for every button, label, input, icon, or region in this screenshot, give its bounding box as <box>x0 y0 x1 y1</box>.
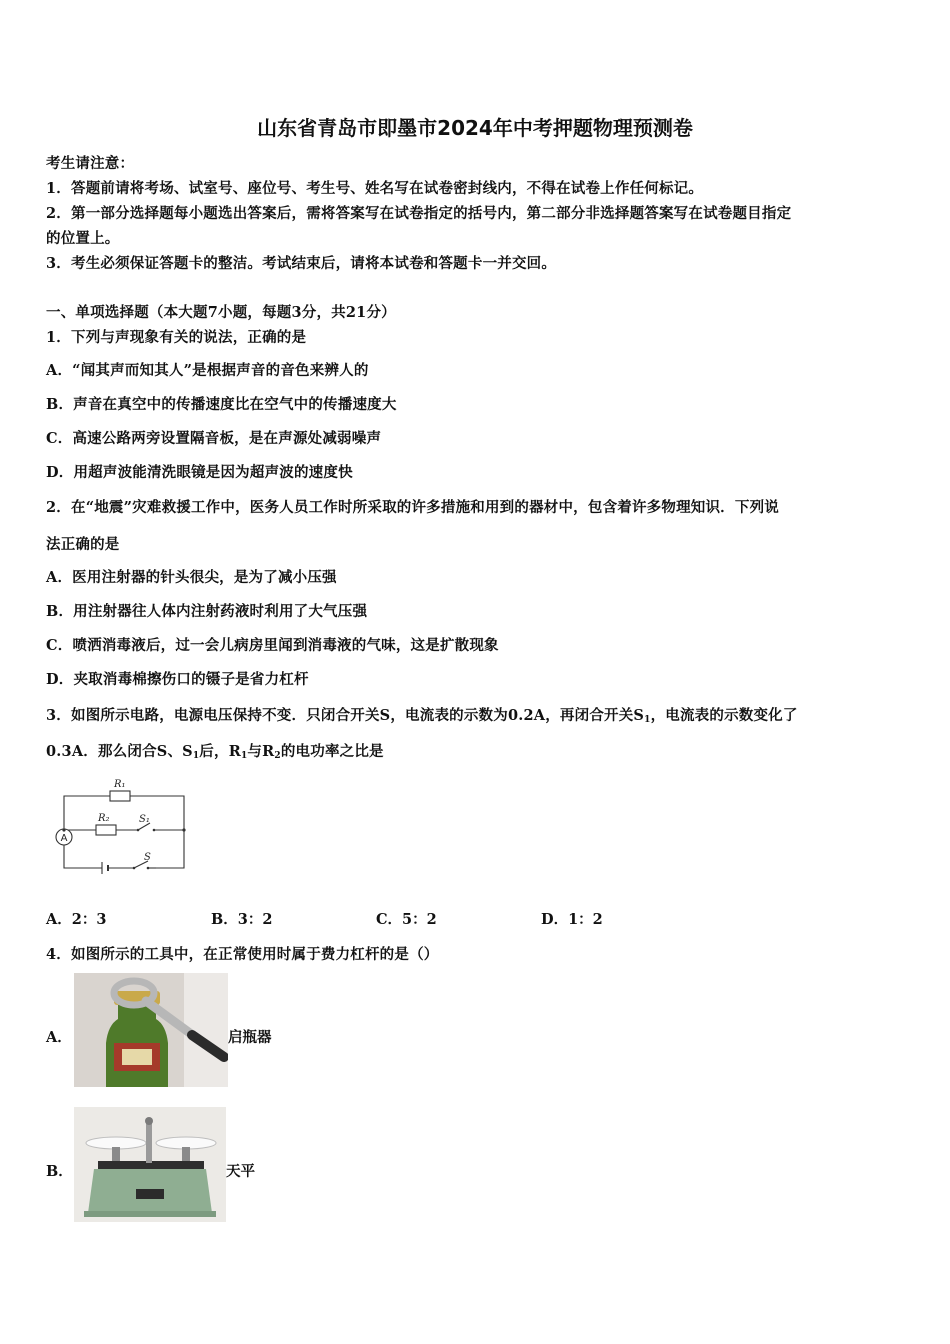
q2-option-c: C．喷洒消毒液后，过一会儿病房里闻到消毒液的气味，这是扩散现象 <box>46 637 499 654</box>
notice-item-1: 1．答题前请将考场、试室号、座位号、考生号、姓名写在试卷密封线内，不得在试卷上作任何标记。 <box>46 180 704 197</box>
q2-stem-line1: 2．在“地震”灾难救援工作中，医务人员工作时所采取的许多措施和用到的器材中，包含着许多物理知识．下列说 <box>46 499 779 516</box>
q2-option-a: A．医用注射器的针头很尖，是为了减小压强 <box>46 569 337 586</box>
q3-stem-line2: 0.3A．那么闭合S、S1后，R1与R2的电功率之比是 <box>46 743 384 761</box>
q3-circuit-diagram <box>46 772 196 882</box>
q1-option-d: D．用超声波能清洗眼镜是因为超声波的速度快 <box>46 464 353 481</box>
notice-item-3: 3．考生必须保证答题卡的整洁。考试结束后，请将本试卷和答题卡一并交回。 <box>46 255 557 272</box>
q3-option-d: D．1：2 <box>541 911 603 928</box>
s1-label: S₁ <box>139 814 150 825</box>
q1-stem: 1．下列与声现象有关的说法，正确的是 <box>46 329 307 346</box>
q3-option-a: A．2：3 <box>46 911 107 928</box>
notice-item-2: 2．第一部分选择题每小题选出答案后，需将答案写在试卷指定的括号内，第二部分非选择题答案写在试卷题目指定 <box>46 205 792 222</box>
q3-option-c: C．5：2 <box>376 911 437 928</box>
ammeter-label: A <box>60 833 68 844</box>
notice-item-2-cont: 的位置上。 <box>46 230 120 247</box>
q4-option-a-label: 启瓶器 <box>228 1029 272 1046</box>
q2-stem-line2: 法正确的是 <box>46 536 120 553</box>
q1-option-c: C．高速公路两旁设置隔音板，是在声源处减弱噪声 <box>46 430 382 447</box>
r1-label: R₁ <box>114 779 126 790</box>
q2-option-d: D．夹取消毒棉擦伤口的镊子是省力杠杆 <box>46 671 309 688</box>
bottle-opener-photo <box>74 973 228 1087</box>
q4-stem: 4．如图所示的工具中，在正常使用时属于费力杠杆的是（） <box>46 946 439 963</box>
balance-scale-photo <box>74 1107 226 1222</box>
section-heading: 一、单项选择题（本大题7小题，每题3分，共21分） <box>46 304 396 321</box>
page-title: 山东省青岛市即墨市2024年中考押题物理预测卷 <box>257 116 693 140</box>
q3-option-b: B．3：2 <box>211 911 273 928</box>
q2-option-b: B．用注射器往人体内注射药液时利用了大气压强 <box>46 603 368 620</box>
q4-option-b-label: 天平 <box>226 1163 255 1180</box>
s-label: S <box>144 852 151 863</box>
r2-label: R₂ <box>98 813 110 824</box>
q4-option-a-letter: A． <box>46 1029 72 1046</box>
q4-option-b-letter: B． <box>46 1163 73 1180</box>
q1-option-b: B．声音在真空中的传播速度比在空气中的传播速度大 <box>46 396 397 413</box>
q3-stem-line1: 3．如图所示电路，电源电压保持不变．只闭合开关S，电流表的示数为0.2A，再闭合开关S1，电流表的示数变化了 <box>46 707 798 725</box>
q1-option-a: A．“闻其声而知其人”是根据声音的音色来辨人的 <box>46 362 369 379</box>
notice-heading: 考生请注意： <box>46 155 135 172</box>
